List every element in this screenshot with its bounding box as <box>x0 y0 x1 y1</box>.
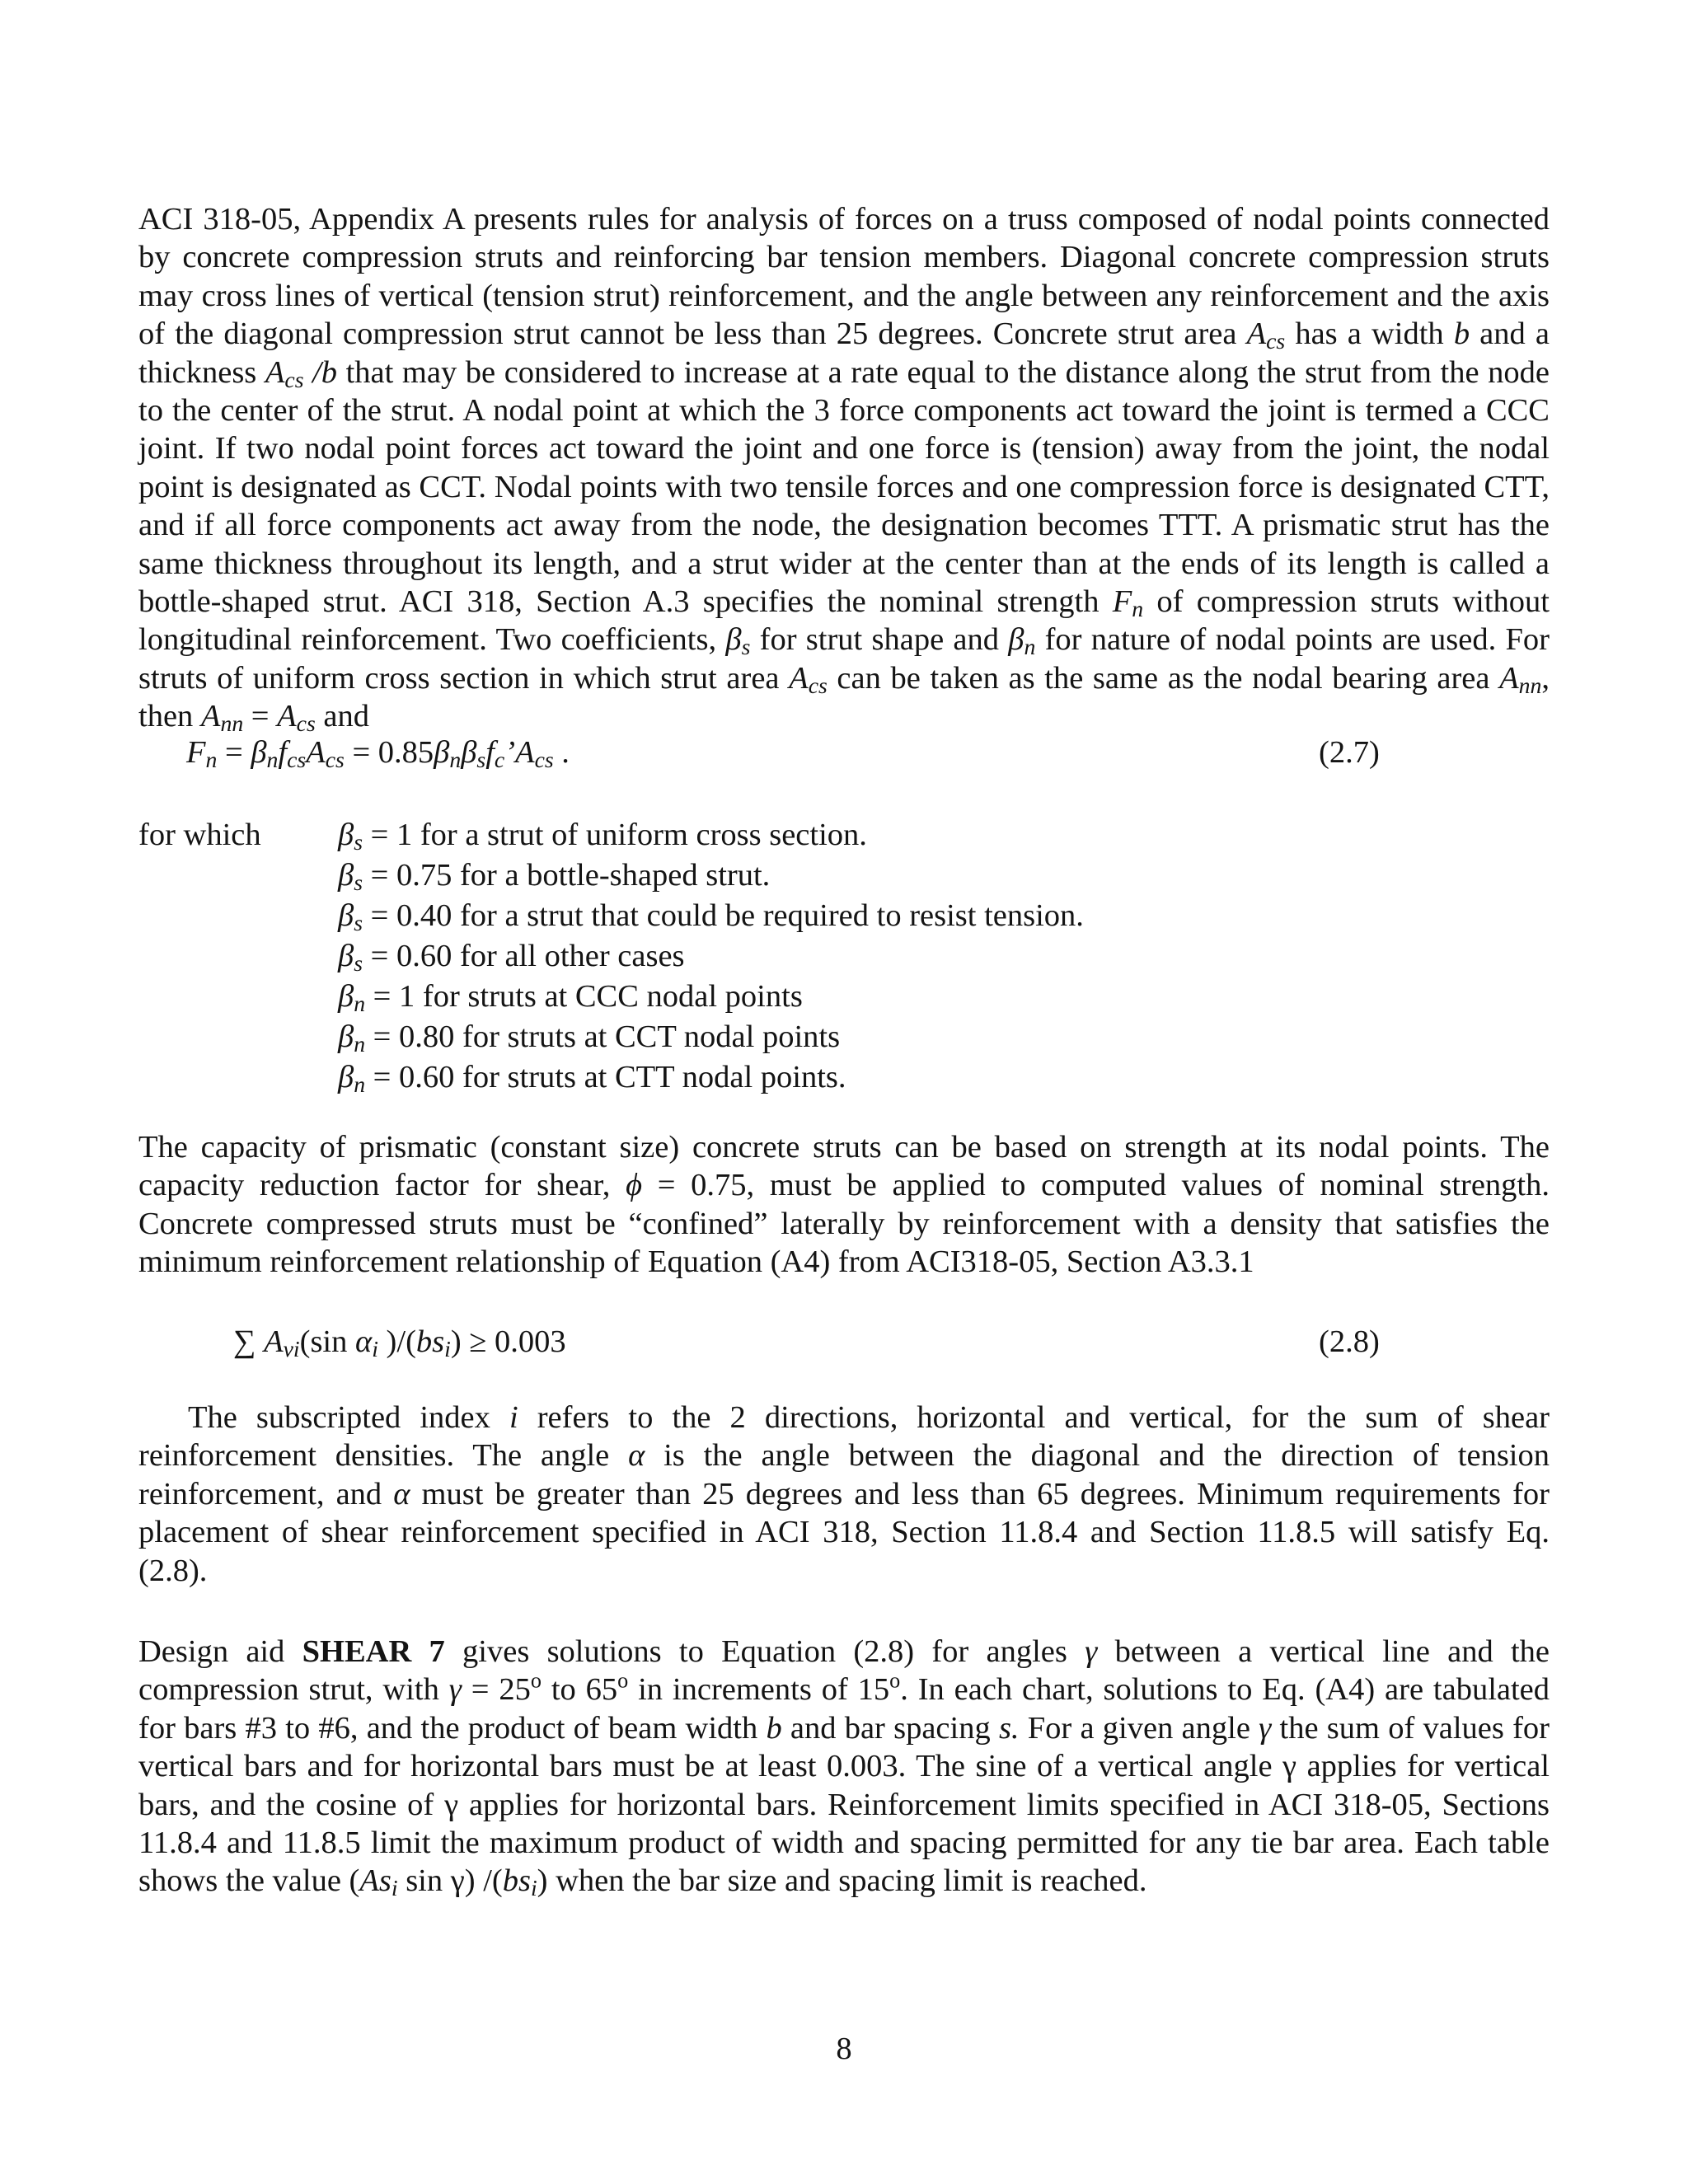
coefficient-list <box>338 815 1084 1098</box>
list-item: $\beta_n = 0.80$ for struts at CCT nodal points <box>338 1019 841 1057</box>
list-item: $\beta_s = 1$ for a strut of uniform cross section. <box>338 818 867 855</box>
paragraph-subscripted-index: The subscripted index i refers to the 2 directions, horizontal and vertical, for the sum of shear reinforcement densities. The angle α is the angle between the diagonal and the direction of tension reinforcement, and α must be greater than 25 degrees and less than 65 degrees. Minimum requirements for placement of shear reinforcement specified in ACI 318, Section 11.8.4 and Section 11.8.5 will satisfy Eq. (2.8). <box>138 1400 1550 1588</box>
equation-2-7: $F_n = \beta_nf_{cs}A_{cs}$ = $0.85\beta_n\beta_sf_c’A_{cs}$ . <box>186 735 570 773</box>
for-which-label: for which <box>138 818 261 852</box>
equation-number-2-7: (2.7) <box>1319 735 1380 770</box>
list-item: $\beta_n = 1$ for struts at CCC nodal points <box>338 979 803 1017</box>
paragraph-design-aid: Design aid SHEAR 7 gives solutions to Equation (2.8) for angles γ between a vertical line and the compression strut, with $\gamma = 25^o$ to 65$^o$ in increments of 15$^o$. In each chart, solutions to Eq. (A4) are tabulated for bars #3 to #6, and the product of beam width b and bar spacing s. For a given angle γ the sum of values for vertical bars and for horizontal bars must be at least 0.003. The sine of a vertical angle γ applies for vertical bars, and the cosine of γ applies for horizontal bars. Reinforcement limits specified in ACI 318-05, Sections 11.8.4 and 11.8.5 limit the maximum product of width and spacing permitted for any tie bar area. Each table shows the value ($As_i$ sin γ) $/(bs_i)$ when the bar size and spacing limit is reached. <box>138 1634 1550 1901</box>
list-item: $\beta_n = 0.60$ for struts at CTT nodal points. <box>338 1060 846 1098</box>
paragraph-struts-intro: ACI 318-05, Appendix A presents rules for analysis of forces on a truss composed of nodal points connected by concrete compression struts and reinforcing bar tension members. Diagonal concrete compression struts may cross lines of vertical (tension strut) reinforcement, and the angle between any reinforcement and the axis of the diagonal compression strut cannot be less than 25 degrees. Concrete strut area $A_{cs}$ has a width b and a thickness $A_{cs}$ /b that may be considered to increase at a rate equal to the distance along the strut from the node to the center of the strut. A nodal point at which the 3 force components act toward the joint is termed a CCC joint. If two nodal point forces act toward the joint and one force is (tension) away from the joint, the nodal point is designated as CCT. Nodal points with two tensile forces and one compression force is designated CTT, and if all force components act away from the node, the designation becomes TTT. A prismatic strut has the same thickness throughout its length, and a strut wider at the center than at the ends of its length is called a bottle-shaped strut. ACI 318, Section A.3 specifies the nominal strength $F_n$ of compression struts without longitudinal reinforcement. Two coefficients, $\beta_s$ for strut shape and $\beta_n$ for nature of nodal points are used. For struts of uniform cross section in which strut area $A_{cs}$ can be taken as the same as the nodal bearing area $A_{nn}$, then $A_{nn} = A_{cs}$ and <box>138 202 1550 737</box>
list-item: $\beta_s = 0.75$ for a bottle-shaped strut. <box>338 858 771 896</box>
page-number: 8 <box>836 2032 852 2066</box>
equation-number-2-8: (2.8) <box>1319 1324 1380 1359</box>
list-item: $\beta_s = 0.40$ for a strut that could be required to resist tension. <box>338 898 1084 936</box>
paragraph-prismatic-struts: The capacity of prismatic (constant size) concrete struts can be based on strength at its nodal points. The capacity reduction factor for shear, ϕ = 0.75, must be applied to computed values of nominal strength. Concrete compressed struts must be “confined” laterally by reinforcement with a density that satisfies the minimum reinforcement relationship of Equation (A4) from ACI318-05, Section A3.3.1 <box>138 1130 1550 1280</box>
list-item: $\beta_s = 0.60$ for all other cases <box>338 939 685 977</box>
equation-2-8: ∑ $A_{vi}(\sin$ $\alpha_i$ )$/(bs_i) \ge 0.003$ <box>233 1324 566 1362</box>
